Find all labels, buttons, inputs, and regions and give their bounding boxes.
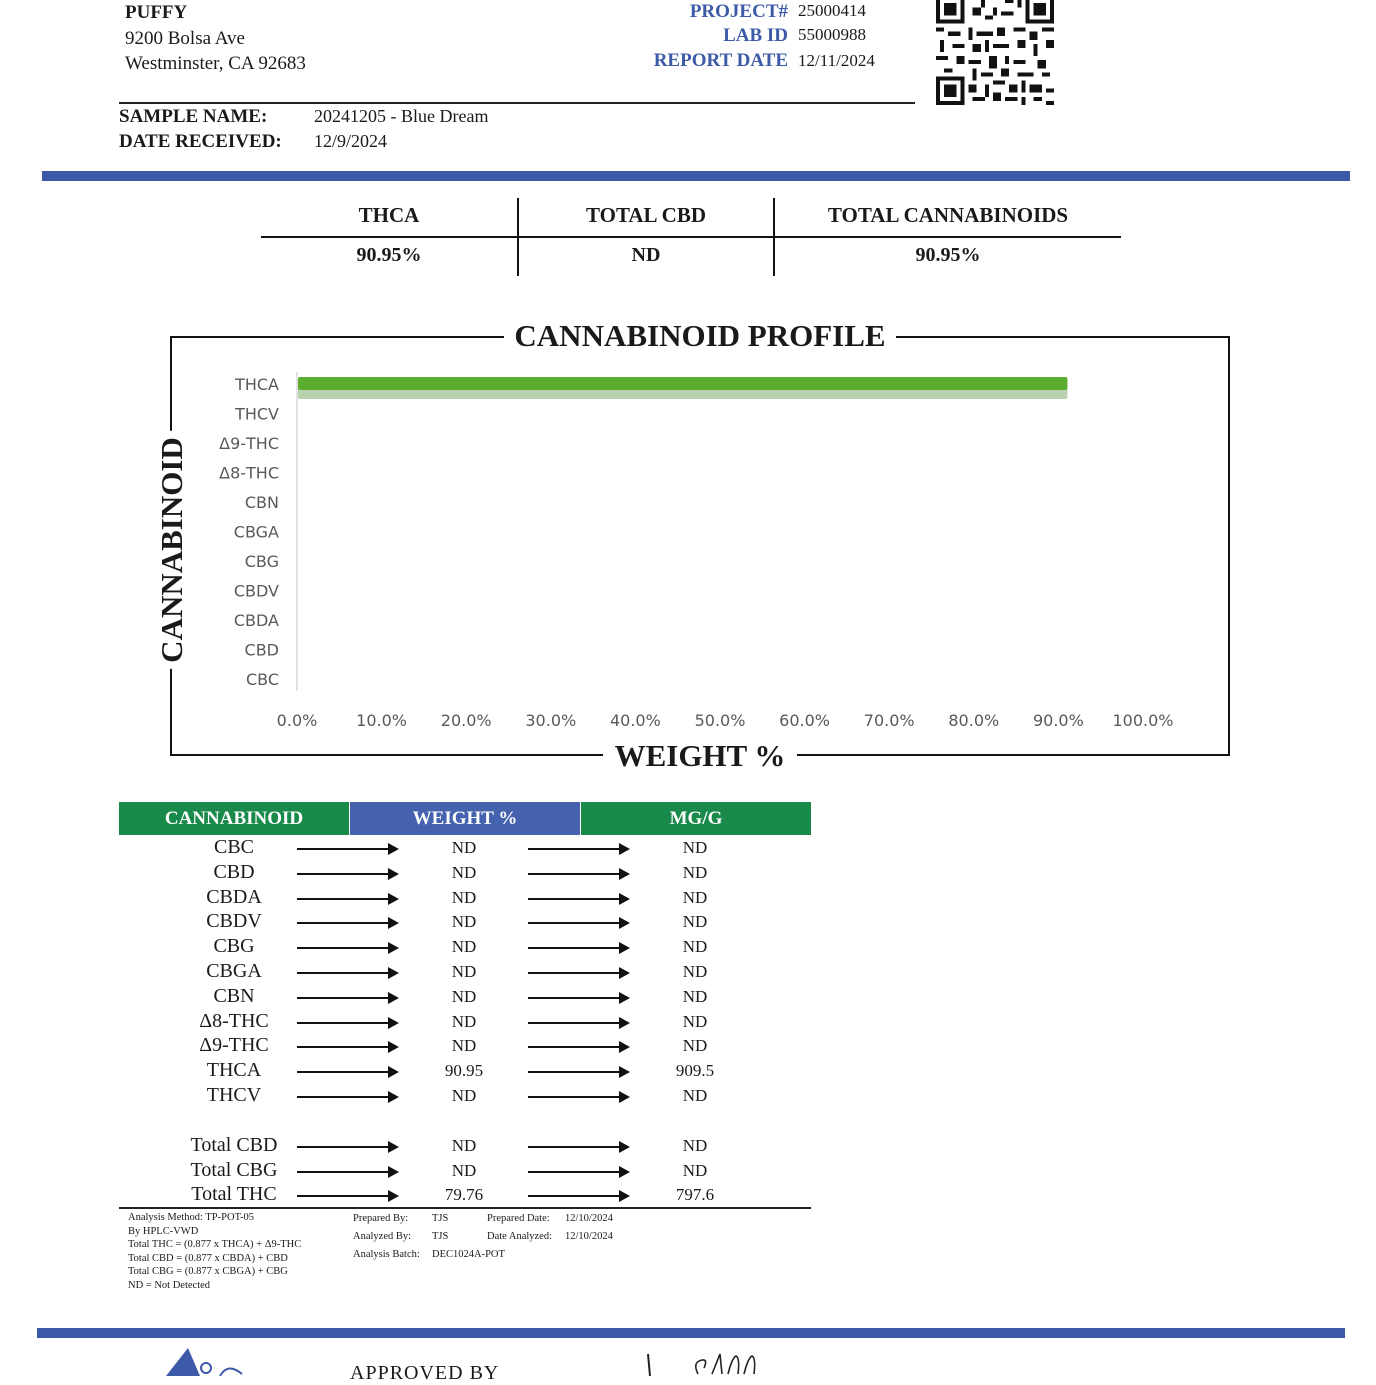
summary-header-total-cbd: TOTAL CBD — [519, 203, 773, 228]
arrow-icon — [297, 972, 397, 974]
y-tick-label: CBG — [245, 552, 279, 571]
table-row-mgg: ND — [635, 863, 755, 883]
x-tick-label: 50.0% — [695, 711, 746, 730]
table-row-mgg: ND — [635, 888, 755, 908]
results-bottom-rule — [119, 1207, 811, 1209]
y-tick-label: CBC — [246, 670, 279, 689]
table-row-name: THCA — [119, 1059, 349, 1082]
method-line: Analysis Method: TP-POT-05 — [128, 1211, 301, 1225]
arrow-icon — [528, 1071, 628, 1073]
project-label: PROJECT# — [548, 1, 788, 23]
total-row-weight: ND — [404, 1161, 524, 1181]
table-row-name: CBDA — [119, 886, 349, 909]
x-tick-label: 70.0% — [864, 711, 915, 730]
analyzed-by-label: Analyzed By: — [353, 1230, 411, 1244]
table-row-mgg: ND — [635, 912, 755, 932]
table-row-weight: ND — [404, 888, 524, 908]
table-row-weight: ND — [404, 838, 524, 858]
y-tick-label: Δ8-THC — [219, 464, 279, 483]
arrow-icon — [297, 1071, 397, 1073]
x-axis-title: WEIGHT % — [603, 738, 798, 773]
prepared-by-value: TJS — [432, 1212, 448, 1226]
arrow-icon — [528, 997, 628, 999]
table-row-weight: ND — [404, 912, 524, 932]
total-row-mgg: 797.6 — [635, 1185, 755, 1205]
table-row-mgg: ND — [635, 1012, 755, 1032]
total-row-mgg: ND — [635, 1161, 755, 1181]
table-row-mgg: ND — [635, 962, 755, 982]
table-row-name: CBGA — [119, 960, 349, 983]
lab-id-value: 55000988 — [798, 25, 866, 45]
arrow-icon — [297, 1022, 397, 1024]
table-row-name: Δ8-THC — [119, 1010, 349, 1033]
table-row-weight: ND — [404, 1012, 524, 1032]
table-row-weight: 90.95 — [404, 1061, 524, 1081]
lab-id-label: LAB ID — [548, 25, 788, 47]
arrow-icon — [528, 873, 628, 875]
analysis-batch-value: DEC1024A-POT — [432, 1248, 505, 1262]
arrow-icon — [297, 997, 397, 999]
table-row-name: CBC — [119, 836, 349, 859]
arrow-icon — [297, 922, 397, 924]
arrow-icon — [528, 1096, 628, 1098]
x-tick-label: 0.0% — [277, 711, 318, 730]
arrow-icon — [297, 873, 397, 875]
x-tick-label: 90.0% — [1033, 711, 1084, 730]
summary-header-total-cannabinoids: TOTAL CANNABINOIDS — [775, 203, 1121, 228]
bar-thca — [298, 377, 1067, 390]
summary-value-thca: 90.95% — [261, 244, 517, 267]
arrow-icon — [528, 848, 628, 850]
results-header-mgg: MG/G — [581, 802, 811, 835]
analyzed-by-value: TJS — [432, 1230, 448, 1244]
report-date-value: 12/11/2024 — [798, 51, 875, 71]
table-row-weight: ND — [404, 1036, 524, 1056]
x-tick-label: 10.0% — [356, 711, 407, 730]
x-tick-label: 20.0% — [441, 711, 492, 730]
y-axis-title: CANNABINOID — [154, 431, 190, 669]
arrow-icon — [297, 898, 397, 900]
arrow-icon — [528, 922, 628, 924]
arrow-icon — [528, 1171, 628, 1173]
total-row-name: Total CBG — [119, 1159, 349, 1182]
method-line: Total CBD = (0.877 x CBDA) + CBD — [128, 1252, 301, 1266]
client-address-line2: Westminster, CA 92683 — [125, 53, 306, 75]
y-tick-label: CBGA — [234, 523, 279, 542]
arrow-icon — [297, 848, 397, 850]
bottom-blue-band — [37, 1328, 1345, 1338]
table-row-mgg: ND — [635, 987, 755, 1007]
table-row-weight: ND — [404, 987, 524, 1007]
prepared-date-label: Prepared Date: — [487, 1212, 550, 1226]
analysis-batch-label: Analysis Batch: — [353, 1248, 420, 1262]
chart-title: CANNABINOID PROFILE — [504, 318, 895, 353]
total-row-name: Total THC — [119, 1183, 349, 1206]
arrow-icon — [297, 1195, 397, 1197]
summary-value-total-cannabinoids: 90.95% — [775, 244, 1121, 267]
x-tick-label: 30.0% — [525, 711, 576, 730]
table-row-name: CBD — [119, 861, 349, 884]
prepared-by-label: Prepared By: — [353, 1212, 408, 1226]
total-row-mgg: ND — [635, 1136, 755, 1156]
report-date-label: REPORT DATE — [548, 50, 788, 72]
results-header-cannabinoid: CANNABINOID — [119, 802, 349, 835]
y-tick-label: THCA — [234, 375, 279, 394]
analyzed-date-label: Date Analyzed: — [487, 1230, 552, 1244]
table-row-name: CBG — [119, 935, 349, 958]
table-row-weight: ND — [404, 1086, 524, 1106]
arrow-icon — [297, 1096, 397, 1098]
y-tick-label: CBN — [245, 493, 279, 512]
arrow-icon — [528, 898, 628, 900]
arrow-icon — [297, 1046, 397, 1048]
total-row-weight: 79.76 — [404, 1185, 524, 1205]
table-row-mgg: ND — [635, 1036, 755, 1056]
date-received-value: 12/9/2024 — [314, 131, 387, 152]
lab-logo-icon — [160, 1344, 250, 1376]
arrow-icon — [528, 1046, 628, 1048]
client-address-line1: 9200 Bolsa Ave — [125, 28, 245, 50]
client-name: PUFFY — [125, 2, 187, 24]
total-row-name: Total CBD — [119, 1134, 349, 1157]
sample-name-value: 20241205 - Blue Dream — [314, 106, 488, 127]
table-row-mgg: ND — [635, 838, 755, 858]
summary-value-total-cbd: ND — [519, 244, 773, 267]
table-row-mgg: 909.5 — [635, 1061, 755, 1081]
project-value: 25000414 — [798, 1, 866, 21]
analyzed-date-value: 12/10/2024 — [565, 1230, 613, 1244]
method-line: Total CBG = (0.877 x CBGA) + CBG — [128, 1265, 301, 1279]
results-header-weight: WEIGHT % — [350, 802, 580, 835]
method-line: Total THC = (0.877 x THCA) + Δ9-THC — [128, 1238, 301, 1252]
table-row-name: THCV — [119, 1084, 349, 1107]
y-tick-label: CBDA — [234, 611, 279, 630]
summary-header-thca: THCA — [261, 203, 517, 228]
arrow-icon — [528, 1022, 628, 1024]
y-tick-label: CBDV — [234, 582, 279, 601]
arrow-icon — [528, 1146, 628, 1148]
table-row-name: CBN — [119, 985, 349, 1008]
arrow-icon — [528, 947, 628, 949]
sample-name-label: SAMPLE NAME: — [119, 106, 267, 128]
arrow-icon — [297, 1146, 397, 1148]
y-tick-label: Δ9-THC — [219, 434, 279, 453]
arrow-icon — [528, 1195, 628, 1197]
x-tick-label: 80.0% — [948, 711, 999, 730]
table-row-name: CBDV — [119, 910, 349, 933]
x-tick-label: 100.0% — [1112, 711, 1173, 730]
arrow-icon — [528, 972, 628, 974]
total-row-weight: ND — [404, 1136, 524, 1156]
approved-by-label: APPROVED BY — [350, 1362, 499, 1385]
table-row-weight: ND — [404, 962, 524, 982]
x-tick-label: 60.0% — [779, 711, 830, 730]
method-line: By HPLC-VWD — [128, 1225, 301, 1239]
table-row-weight: ND — [404, 937, 524, 957]
method-line: ND = Not Detected — [128, 1279, 301, 1293]
method-notes — [128, 1211, 301, 1292]
table-row-mgg: ND — [635, 937, 755, 957]
signature-icon — [640, 1352, 770, 1376]
prepared-date-value: 12/10/2024 — [565, 1212, 613, 1226]
y-tick-label: THCV — [234, 405, 279, 424]
arrow-icon — [297, 1171, 397, 1173]
table-row-weight: ND — [404, 863, 524, 883]
y-tick-label: CBD — [245, 641, 279, 660]
date-received-label: DATE RECEIVED: — [119, 131, 282, 153]
table-row-mgg: ND — [635, 1086, 755, 1106]
arrow-icon — [297, 947, 397, 949]
x-tick-label: 40.0% — [610, 711, 661, 730]
table-row-name: Δ9-THC — [119, 1034, 349, 1057]
